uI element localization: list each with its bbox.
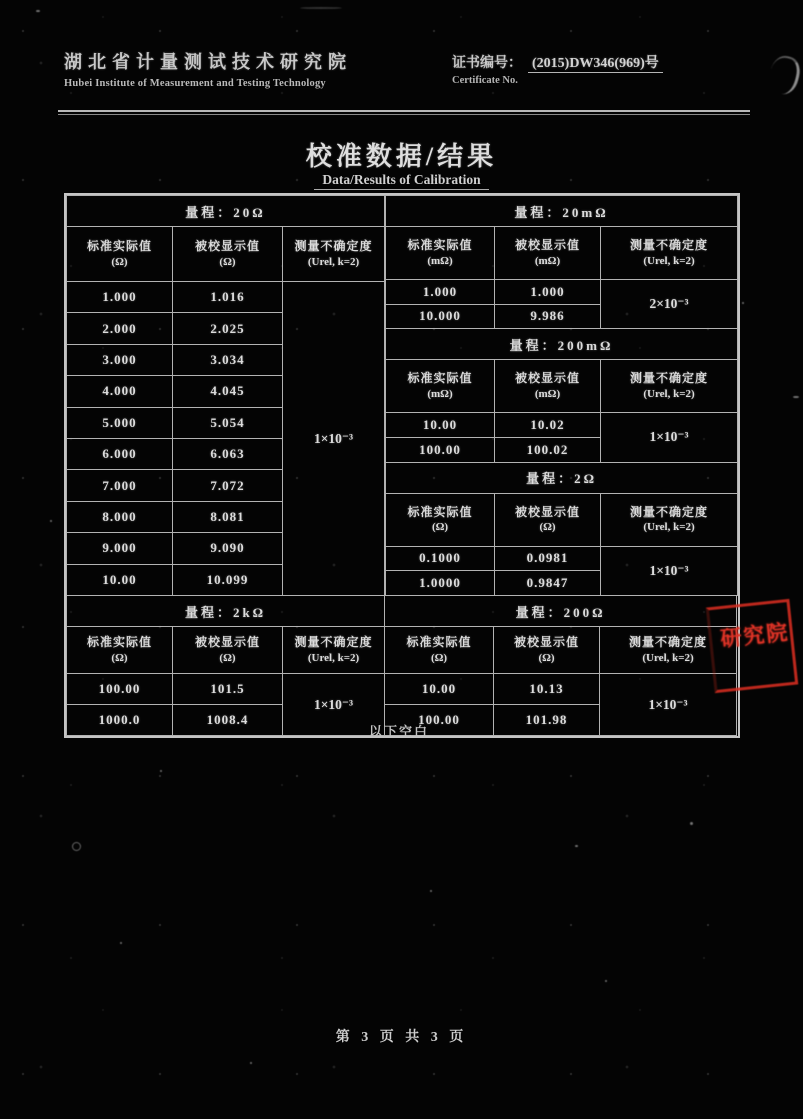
std-value: 10.00 <box>67 564 173 595</box>
std-value: 10.00 <box>385 674 494 705</box>
std-value: 10.00 <box>386 413 495 438</box>
std-value: 1.000 <box>386 280 495 305</box>
std-value: 5.000 <box>67 407 173 438</box>
scan-artifact <box>120 942 122 944</box>
std-value: 100.00 <box>385 705 494 736</box>
uncertainty-value: 1×10⁻³ <box>600 674 737 736</box>
disp-value: 3.034 <box>173 344 283 375</box>
table-row <box>386 413 738 438</box>
page-number-footer: 第 3 页 共 3 页 <box>335 1030 468 1045</box>
std-value: 3.000 <box>67 344 173 375</box>
col-header-displayed: 被校显示值 (Ω) <box>173 627 283 674</box>
uncertainty-value: 2×10⁻³ <box>601 280 738 329</box>
col-header-uncertainty: 测量不确定度 (Urel, k=2) <box>283 627 385 674</box>
table-row <box>67 282 385 313</box>
page-subtitle-text: Data/Results of Calibration <box>314 172 488 190</box>
stamp-text: 研究院 <box>719 620 791 652</box>
institute-name-en: Hubei Institute of Measurement and Testing Technology <box>64 78 326 89</box>
red-seal-stamp <box>706 599 799 693</box>
disp-value: 8.081 <box>173 501 283 532</box>
institute-header <box>64 48 352 89</box>
scan-artifact <box>250 1062 252 1064</box>
col-header-standard: 标准实际值 (mΩ) <box>386 227 495 280</box>
uncertainty-value: 1×10⁻³ <box>283 282 385 596</box>
institute-name-cn: 湖北省计量测试技术研究院 <box>64 52 352 72</box>
scan-artifact <box>793 396 799 398</box>
col-header-standard: 标准实际值 (Ω) <box>67 227 173 282</box>
certificate-number-value: (2015)DW346(969)号 <box>528 56 663 73</box>
table-row <box>67 674 737 705</box>
uncertainty-value: 1×10⁻³ <box>283 674 385 736</box>
range-header-20ohm: 量程：20Ω <box>67 196 385 227</box>
col-header-displayed: 被校显示值 (mΩ) <box>495 227 601 280</box>
disp-value: 0.9847 <box>495 571 601 596</box>
scan-artifact <box>72 842 81 851</box>
scan-artifact <box>605 980 607 982</box>
col-header-uncertainty: 测量不确定度 (Urel, k=2) <box>283 227 385 282</box>
range-header-2ohm: 量程：2Ω <box>386 462 738 493</box>
std-value: 4.000 <box>67 376 173 407</box>
disp-value: 10.13 <box>494 674 600 705</box>
std-value: 100.00 <box>67 674 173 705</box>
certificate-number-label-en: Certificate No. <box>452 75 518 86</box>
std-value: 2.000 <box>67 313 173 344</box>
scan-artifact <box>36 10 40 12</box>
col-header-uncertainty: 测量不确定度 (Urel, k=2) <box>600 627 737 674</box>
std-value: 0.1000 <box>386 546 495 571</box>
std-value: 7.000 <box>67 470 173 501</box>
table-ranges-bottom <box>66 595 737 736</box>
disp-value: 9.090 <box>173 533 283 564</box>
disp-value: 10.099 <box>173 564 283 595</box>
scan-artifact <box>430 890 432 892</box>
col-header-uncertainty: 测量不确定度 (Urel, k=2) <box>601 360 738 413</box>
table-row <box>386 280 738 305</box>
disp-value: 6.063 <box>173 438 283 469</box>
col-header-standard: 标准实际值 (Ω) <box>67 627 173 674</box>
scan-artifact <box>690 822 693 825</box>
std-value: 10.000 <box>386 304 495 329</box>
col-header-standard: 标准实际值 (mΩ) <box>386 360 495 413</box>
certificate-number-block <box>452 52 663 86</box>
std-value: 1.000 <box>67 282 173 313</box>
calibration-table <box>64 193 740 738</box>
header-divider <box>58 110 750 115</box>
disp-value: 7.072 <box>173 470 283 501</box>
scan-artifact <box>160 770 162 772</box>
disp-value: 2.025 <box>173 313 283 344</box>
range-header-200mohm: 量程：200mΩ <box>386 329 738 360</box>
uncertainty-value: 1×10⁻³ <box>601 546 738 595</box>
col-header-standard: 标准实际值 (Ω) <box>386 493 495 546</box>
blank-below-note: 以下空白 <box>368 724 429 739</box>
disp-value: 1.000 <box>495 280 601 305</box>
std-value: 9.000 <box>67 533 173 564</box>
page-subtitle <box>0 172 803 188</box>
certificate-number-label: 证书编号： <box>452 56 522 71</box>
page-title: 校准数据/结果 <box>305 142 498 171</box>
disp-value: 1.016 <box>173 282 283 313</box>
disp-value: 4.045 <box>173 376 283 407</box>
scan-artifact <box>742 302 744 304</box>
scan-artifact <box>50 520 52 522</box>
col-header-uncertainty: 测量不确定度 (Urel, k=2) <box>601 227 738 280</box>
disp-value: 10.02 <box>495 413 601 438</box>
disp-value: 5.054 <box>173 407 283 438</box>
table-range-20ohm <box>66 195 385 596</box>
col-header-displayed: 被校显示值 (Ω) <box>495 493 601 546</box>
disp-value: 100.02 <box>495 437 601 462</box>
col-header-standard: 标准实际值 (Ω) <box>385 627 494 674</box>
std-value: 8.000 <box>67 501 173 532</box>
disp-value: 1008.4 <box>173 705 283 736</box>
col-header-displayed: 被校显示值 (mΩ) <box>495 360 601 413</box>
disp-value: 101.5 <box>173 674 283 705</box>
disp-value: 0.0981 <box>495 546 601 571</box>
range-header-20mohm: 量程：20mΩ <box>386 196 738 227</box>
scan-artifact <box>575 845 578 847</box>
col-header-displayed: 被校显示值 (Ω) <box>494 627 600 674</box>
disp-value: 9.986 <box>495 304 601 329</box>
std-value: 100.00 <box>386 437 495 462</box>
disp-value: 101.98 <box>494 705 600 736</box>
std-value: 6.000 <box>67 438 173 469</box>
uncertainty-value: 1×10⁻³ <box>601 413 738 462</box>
range-header-200ohm: 量程：200Ω <box>385 596 737 627</box>
table-ranges-right <box>385 195 738 596</box>
range-header-2kohm: 量程：2kΩ <box>67 596 385 627</box>
table-row <box>386 546 738 571</box>
scan-artifact <box>766 53 803 97</box>
std-value: 1000.0 <box>67 705 173 736</box>
col-header-displayed: 被校显示值 (Ω) <box>173 227 283 282</box>
scan-artifact <box>300 7 342 9</box>
col-header-uncertainty: 测量不确定度 (Urel, k=2) <box>601 493 738 546</box>
std-value: 1.0000 <box>386 571 495 596</box>
